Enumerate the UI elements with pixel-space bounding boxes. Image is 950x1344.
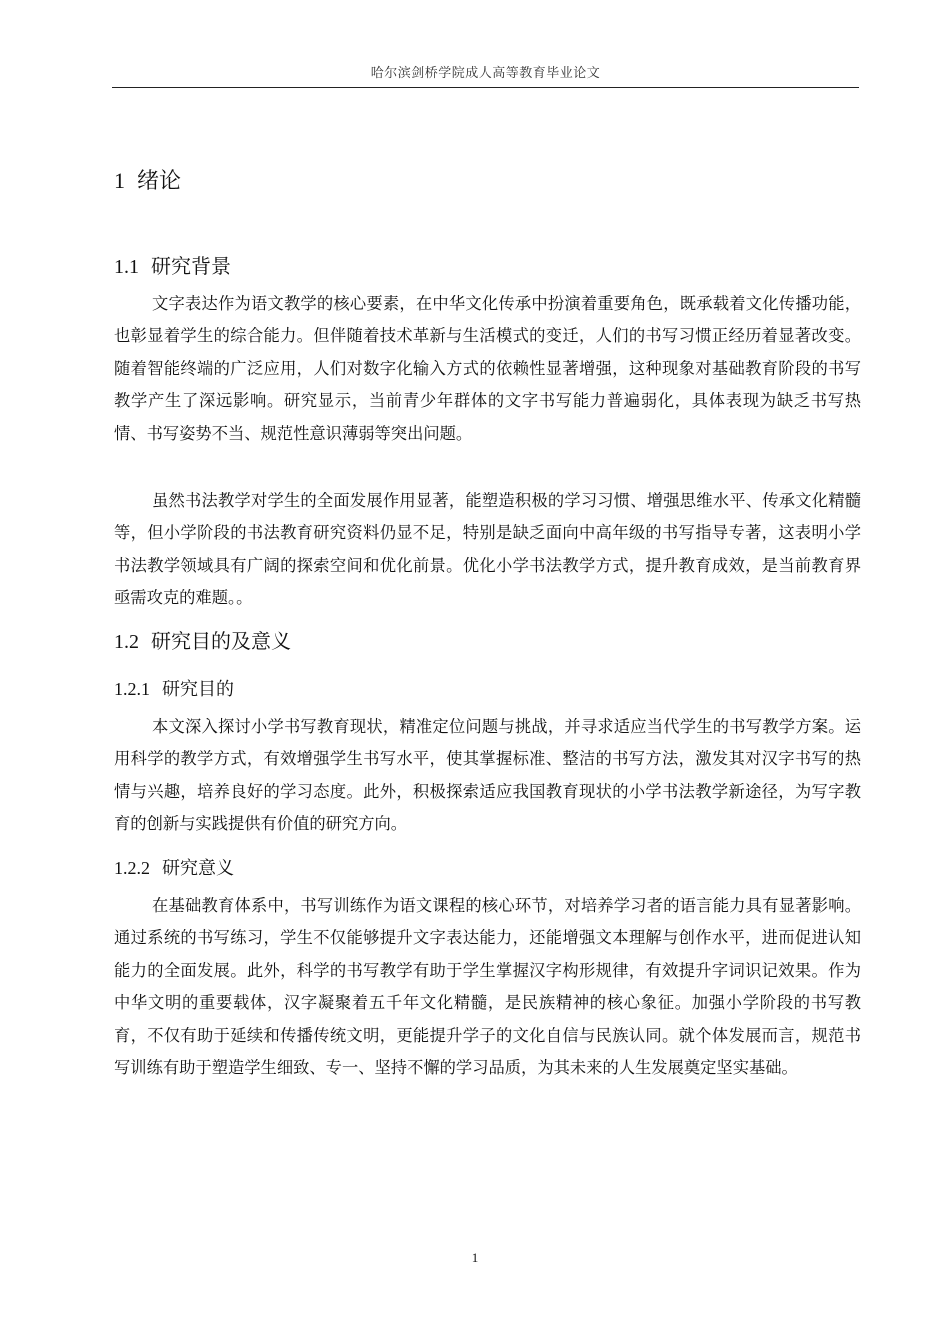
chapter-title: 绪论	[137, 169, 182, 194]
section-title: 研究目的及意义	[151, 629, 291, 653]
chapter-heading	[114, 164, 181, 195]
chapter-number: 1	[114, 168, 125, 193]
section-title: 研究背景	[151, 254, 231, 278]
section-heading-1-2	[114, 625, 291, 654]
subsection-title: 研究目的	[162, 679, 234, 700]
paragraph-background-2: 虽然书法教学对学生的全面发展作用显著，能塑造积极的学习习惯、增强思维水平、传承文化精髓等，但小学阶段的书法教育研究资料仍显不足，特别是缺乏面向中高年级的书写指导专著，这表明小学书法教学领域具有广阔的探索空间和优化前景。优化小学书法教学方式，提升教育成效，是当前教育界亟需攻克的难题。。	[114, 491, 861, 608]
subsection-heading-1-2-1	[114, 675, 234, 701]
section-number: 1.1	[114, 256, 139, 278]
subsection-heading-1-2-2	[114, 854, 234, 880]
paragraph-significance: 在基础教育体系中，书写训练作为语文课程的核心环节，对培养学习者的语言能力具有显著影响。通过系统的书写练习，学生不仅能够提升文字表达能力，还能增强文本理解与创作水平，进而促进认知能力的全面发展。此外，科学的书写教学有助于学生掌握汉字构形规律，有效提升字词识记效果。作为中华文明的重要载体，汉字凝聚着五千年文化精髓，是民族精神的核心象征。加强小学阶段的书写教育，不仅有助于延续和传播传统文明，更能提升学子的文化自信与民族认同。就个体发展而言，规范书写训练有助于塑造学生细致、专一、坚持不懈的学习品质，为其未来的人生发展奠定坚实基础。	[114, 896, 861, 1078]
paragraph-background-1: 文字表达作为语文教学的核心要素，在中华文化传承中扮演着重要角色，既承载着文化传播功能，也彰显着学生的综合能力。但伴随着技术革新与生活模式的变迁，人们的书写习惯正经历着显著改变。随着智能终端的广泛应用，人们对数字化输入方式的依赖性显著增强，这种现象对基础教育阶段的书写教学产生了深远影响。研究显示，当前青少年群体的文字书写能力普遍弱化，具体表现为缺乏书写热情、书写姿势不当、规范性意识薄弱等突出问题。	[114, 294, 861, 443]
section-heading-1-1	[114, 250, 231, 279]
section-number: 1.2	[114, 631, 139, 653]
subsection-number: 1.2.2	[114, 858, 150, 878]
subsection-number: 1.2.1	[114, 679, 150, 699]
header-divider	[112, 87, 859, 88]
page-number: 1	[471, 1250, 479, 1265]
subsection-title: 研究意义	[162, 858, 234, 879]
paragraph-purpose: 本文深入探讨小学书写教育现状，精准定位问题与挑战，并寻求适应当代学生的书写教学方案。运用科学的教学方式，有效增强学生书写水平，使其掌握标准、整洁的书写方法，激发其对汉字书写的热情与兴趣，培养良好的学习态度。此外，积极探索适应我国教育现状的小学书法教学新途径，为写字教育的创新与实践提供有价值的研究方向。	[114, 717, 861, 834]
running-header: 哈尔滨剑桥学院成人高等教育毕业论文	[370, 66, 601, 81]
